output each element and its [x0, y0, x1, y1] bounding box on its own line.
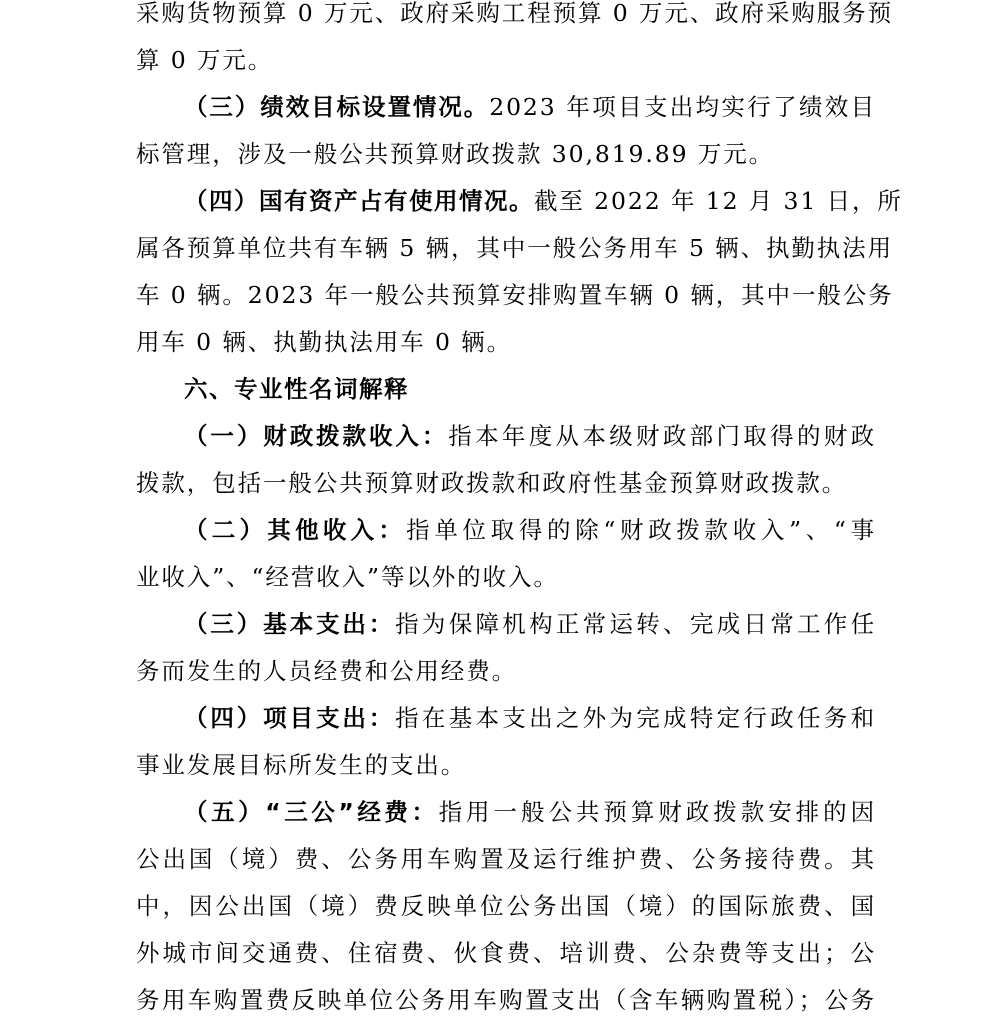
term-heading: （三）基本支出：: [184, 610, 396, 638]
term-heading: （二）其他收入：: [184, 516, 407, 544]
paragraph-line: [136, 883, 876, 930]
line-text: 采购货物预算 0 万元、政府采购工程预算 0 万元、政府采购服务预: [136, 0, 893, 27]
term-heading: （一）财政拨款收入：: [184, 422, 449, 450]
line-text: 指单位取得的除“财政拨款收入”、“事: [406, 516, 877, 544]
paragraph-line: [136, 977, 876, 1024]
paragraph-line: [136, 131, 876, 178]
line-text: 标管理，涉及一般公共预算财政拨款 30,819.89 万元。: [136, 140, 775, 168]
paragraph-line: [136, 789, 876, 836]
line-text: 车 0 辆。2023 年一般公共预算安排购置车辆 0 辆，其中一般公务: [136, 281, 894, 309]
line-text: 务而发生的人员经费和公用经费。: [136, 657, 517, 685]
paragraph-line: [136, 319, 876, 366]
line-text: 2023 年项目支出均实行了绩效目: [489, 93, 877, 121]
paragraph-line: [136, 930, 876, 977]
section-title: [136, 366, 876, 413]
section-heading: （四）国有资产占有使用情况。: [184, 187, 534, 215]
section-heading: （三）绩效目标设置情况。: [184, 93, 490, 121]
line-text: 指用一般公共预算财政拨款安排的因: [438, 798, 876, 826]
paragraph-line: [136, 648, 876, 695]
line-text: 公出国（境）费、公务用车购置及运行维护费、公务接待费。其: [136, 845, 876, 873]
paragraph-line: [136, 0, 893, 37]
line-text: 指本年度从本级财政部门取得的财政: [448, 422, 877, 450]
paragraph-line: [136, 836, 876, 883]
line-text: 拨款，包括一般公共预算财政拨款和政府性基金预算财政拨款。: [136, 469, 848, 497]
paragraph-line: [136, 37, 876, 84]
line-text: 属各预算单位共有车辆 5 辆，其中一般公务用车 5 辆、执勤执法用: [136, 234, 893, 262]
document-body: [136, 0, 903, 1024]
line-text: 中，因公出国（境）费反映单位公务出国（境）的国际旅费、国: [136, 892, 876, 920]
paragraph-line: [136, 460, 876, 507]
paragraph-line: [136, 601, 876, 648]
line-text: 指在基本支出之外为完成特定行政任务和: [395, 704, 877, 732]
term-heading: （五）“三公”经费：: [184, 798, 439, 826]
paragraph-line: [136, 507, 876, 554]
paragraph-line: [136, 695, 876, 742]
line-text: 事业发展目标所发生的支出。: [136, 751, 467, 779]
line-text: 务用车购置费反映单位公务用车购置支出（含车辆购置税）；公务: [136, 986, 876, 1014]
line-text: 截至 2022 年 12 月 31 日，所: [534, 187, 903, 215]
paragraph-line: [136, 742, 876, 789]
paragraph-line: [136, 413, 876, 460]
line-text: 算 0 万元。: [136, 46, 274, 74]
term-heading: （四）项目支出：: [184, 704, 396, 732]
line-text: 外城市间交通费、住宿费、伙食费、培训费、公杂费等支出；公: [136, 939, 876, 967]
paragraph-line: [136, 178, 903, 225]
paragraph-line: [136, 554, 876, 601]
paragraph-line: [136, 272, 894, 319]
line-text: 用车 0 辆、执勤执法用车 0 辆。: [136, 328, 512, 356]
line-text: 业收入”、“经营收入”等以外的收入。: [136, 563, 559, 591]
section-title-text: 六、专业性名词解释: [184, 375, 409, 403]
line-text: 指为保障机构正常运转、完成日常工作任: [395, 610, 877, 638]
paragraph-line: [136, 84, 876, 131]
paragraph-line: [136, 225, 893, 272]
